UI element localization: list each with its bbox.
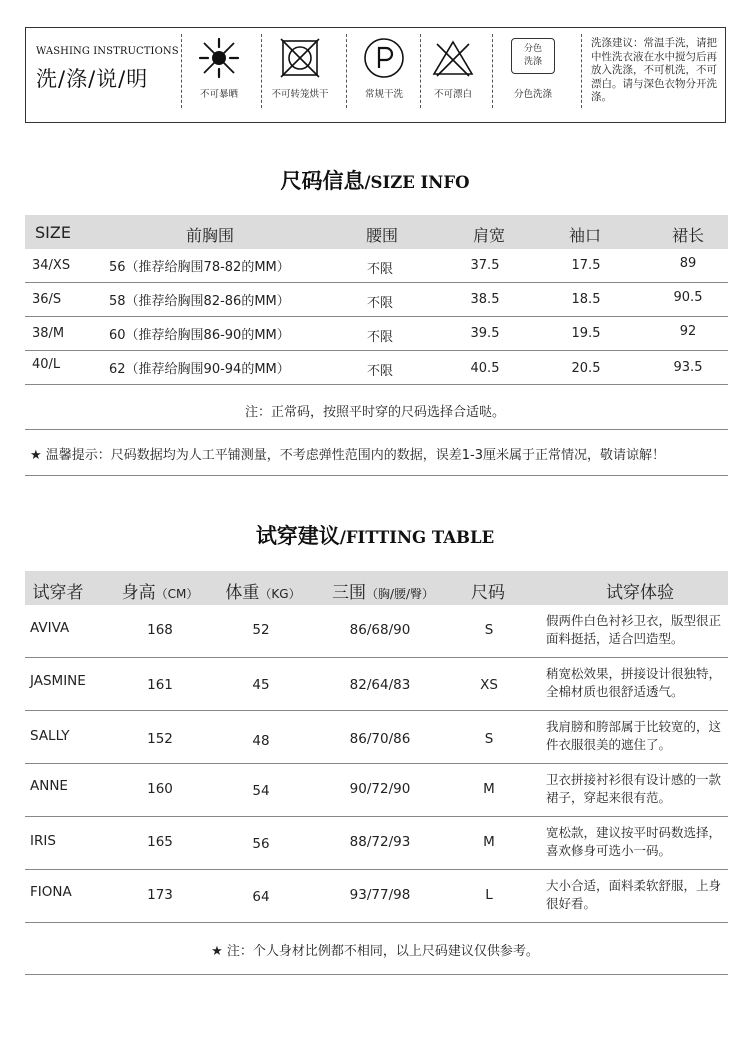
tester-name: JASMINE bbox=[30, 673, 86, 689]
shoulder-cell: 37.5 bbox=[470, 258, 500, 273]
fitting-note: ★ 注：个人身材比例都不相同，以上尺码建议仅供参考。 bbox=[211, 944, 539, 959]
header-cell bbox=[464, 578, 512, 603]
waist-cell: 不限 bbox=[366, 262, 393, 277]
sun-cross-icon bbox=[197, 36, 241, 80]
fit-size-cell: S bbox=[484, 731, 494, 747]
header-main: 试穿体验 bbox=[606, 583, 674, 603]
header-cell: 裙长 bbox=[671, 226, 704, 245]
measure-cell: 86/70/86 bbox=[349, 731, 411, 747]
separate-wash-icon-text-2: 洗涤 bbox=[523, 57, 542, 67]
divider bbox=[25, 974, 728, 975]
fit-note-cell: 宽松款，建议按平时码数选择，喜欢修身可选小一码。 bbox=[546, 825, 722, 858]
fit-size-cell: XS bbox=[480, 677, 498, 693]
wash-label: 不可暴晒 bbox=[199, 89, 238, 100]
size-tip: ★ 温馨提示：尺码数据均为人工平铺测量，不考虑弹性范围内的数据，误差1-3厘米属于正常情况，敬请谅解！ bbox=[30, 448, 666, 463]
measure-cell: 82/64/83 bbox=[349, 677, 411, 693]
height-cell: 168 bbox=[147, 622, 173, 638]
tester-name: FIONA bbox=[30, 884, 72, 900]
height-cell: 173 bbox=[147, 887, 173, 903]
divider bbox=[181, 34, 182, 108]
table-row bbox=[25, 249, 728, 283]
fit-size-cell: S bbox=[484, 622, 494, 638]
divider bbox=[25, 475, 728, 476]
size-cell: 40/L bbox=[32, 357, 61, 372]
dry-clean-p-icon bbox=[362, 36, 406, 80]
table-row bbox=[25, 317, 728, 351]
header-cell: 腰围 bbox=[365, 226, 398, 245]
header-main: 尺码 bbox=[471, 583, 505, 603]
height-cell: 161 bbox=[147, 677, 173, 693]
header-unit: （KG） bbox=[259, 587, 301, 601]
tester-name: IRIS bbox=[30, 833, 56, 849]
size-cell: 36/S bbox=[32, 292, 62, 307]
header-main: 体重 bbox=[225, 583, 260, 603]
table-row bbox=[25, 283, 728, 317]
wash-label: 不可漂白 bbox=[433, 89, 472, 100]
cuff-cell: 17.5 bbox=[571, 258, 601, 273]
weight-cell: 56 bbox=[252, 836, 270, 852]
length-cell: 93.5 bbox=[673, 360, 703, 375]
divider bbox=[346, 34, 347, 108]
waist-cell: 不限 bbox=[366, 364, 393, 379]
header-cell: SIZE bbox=[35, 223, 71, 242]
cuff-cell: 19.5 bbox=[571, 326, 601, 341]
table-row bbox=[25, 817, 728, 870]
tester-name: AVIVA bbox=[30, 620, 70, 636]
size-info-title-en: /SIZE INFO bbox=[364, 173, 470, 192]
weight-cell: 48 bbox=[252, 733, 270, 749]
fitting-title bbox=[0, 520, 750, 550]
measure-cell: 90/72/90 bbox=[349, 781, 411, 797]
cuff-cell: 20.5 bbox=[571, 361, 601, 376]
length-cell: 90.5 bbox=[673, 290, 703, 305]
size-info-title-cn: 尺码信息 bbox=[280, 169, 365, 193]
shoulder-cell: 39.5 bbox=[470, 326, 500, 341]
cuff-cell: 18.5 bbox=[571, 292, 601, 307]
washing-title bbox=[36, 46, 186, 93]
fitting-title-en: /FITTING TABLE bbox=[339, 528, 495, 547]
header-cell bbox=[115, 578, 205, 603]
wash-label: 常规干洗 bbox=[364, 89, 403, 100]
bust-cell: 60（推荐给胸围86-90的MM） bbox=[109, 328, 290, 343]
separate-wash-icon-text-1: 分色 bbox=[523, 44, 542, 54]
washing-instructions-panel bbox=[25, 27, 726, 123]
measure-cell: 88/72/93 bbox=[349, 834, 411, 850]
wash-item-no-bleach bbox=[417, 36, 489, 100]
weight-cell: 45 bbox=[252, 677, 270, 693]
length-cell: 92 bbox=[679, 324, 697, 339]
length-cell: 89 bbox=[679, 256, 697, 271]
size-cell: 38/M bbox=[32, 326, 65, 341]
fit-note-cell: 大小合适，面料柔软舒服，上身很好看。 bbox=[546, 878, 722, 911]
divider bbox=[492, 34, 493, 108]
measure-cell: 93/77/98 bbox=[349, 887, 411, 903]
separate-wash-icon bbox=[511, 38, 555, 74]
table-row bbox=[25, 764, 728, 817]
fitting-table bbox=[25, 571, 728, 923]
divider bbox=[581, 34, 582, 108]
measure-cell: 86/68/90 bbox=[349, 622, 411, 638]
wash-item-no-tumble-dry bbox=[264, 36, 336, 100]
header-main: 三围 bbox=[331, 583, 366, 603]
table-row bbox=[25, 711, 728, 764]
size-table-header bbox=[25, 215, 728, 249]
no-bleach-icon bbox=[431, 36, 475, 80]
header-unit: （胸/腰/臀） bbox=[365, 587, 435, 601]
wash-item-no-sun bbox=[183, 36, 255, 100]
fitting-title-cn: 试穿建议 bbox=[255, 524, 340, 548]
fitting-table-header bbox=[25, 571, 728, 605]
header-cell: 肩宽 bbox=[472, 226, 505, 245]
fit-size-cell: L bbox=[485, 887, 493, 903]
no-tumble-dry-icon bbox=[278, 36, 322, 80]
header-cell bbox=[323, 578, 443, 603]
header-cell: 前胸围 bbox=[185, 226, 234, 245]
height-cell: 160 bbox=[147, 781, 173, 797]
bust-cell: 56（推荐给胸围78-82的MM） bbox=[109, 260, 290, 275]
fit-note-cell: 稍宽松效果，拼接设计很独特，全棉材质也很舒适透气。 bbox=[546, 666, 722, 699]
fit-note-cell: 卫衣拼接衬衫很有设计感的一款裙子，穿起来很有范。 bbox=[546, 772, 722, 805]
size-cell: 34/XS bbox=[32, 258, 71, 273]
shoulder-cell: 38.5 bbox=[470, 292, 500, 307]
weight-cell: 52 bbox=[252, 622, 270, 638]
table-row bbox=[25, 351, 728, 385]
fit-note-cell: 我肩膀和胯部属于比较宽的，这件衣服很美的遮住了。 bbox=[546, 719, 722, 752]
size-note: 注：正常码，按照平时穿的尺码选择合适哒。 bbox=[244, 405, 505, 420]
wash-label: 分色洗涤 bbox=[513, 89, 552, 100]
table-row bbox=[25, 870, 728, 923]
divider bbox=[25, 429, 728, 430]
header-cell bbox=[218, 578, 308, 603]
fit-size-cell: M bbox=[483, 781, 495, 797]
wash-item-separate bbox=[497, 36, 569, 100]
fit-size-cell: M bbox=[483, 834, 495, 850]
height-cell: 152 bbox=[147, 731, 173, 747]
tester-name: SALLY bbox=[30, 728, 70, 744]
fit-note-cell: 假两件白色衬衫卫衣，版型很正面料挺括，适合凹造型。 bbox=[546, 613, 722, 646]
table-row bbox=[25, 605, 728, 658]
header-cell: 袖口 bbox=[568, 226, 601, 245]
divider bbox=[261, 34, 262, 108]
table-row bbox=[25, 658, 728, 711]
size-info-title bbox=[0, 165, 750, 195]
washing-title-cn: 洗/涤/说/明 bbox=[36, 67, 149, 91]
header-main: 试穿者 bbox=[32, 583, 84, 603]
size-table bbox=[25, 215, 728, 385]
washing-title-en: WASHING INSTRUCTIONS bbox=[36, 46, 179, 57]
header-unit: （CM） bbox=[155, 587, 199, 601]
waist-cell: 不限 bbox=[366, 296, 393, 311]
weight-cell: 54 bbox=[252, 783, 270, 799]
weight-cell: 64 bbox=[252, 889, 270, 905]
washing-note: 洗涤建议：常温手洗，请把中性洗衣液在水中搅匀后再放入洗涤，不可机洗，不可漂白。请与深色衣物分开洗涤。 bbox=[591, 37, 717, 103]
shoulder-cell: 40.5 bbox=[470, 361, 500, 376]
tester-name: ANNE bbox=[30, 778, 68, 794]
height-cell: 165 bbox=[147, 834, 173, 850]
bust-cell: 58（推荐给胸围82-86的MM） bbox=[109, 294, 290, 309]
wash-item-dry-clean bbox=[348, 36, 420, 100]
header-cell bbox=[25, 578, 91, 603]
header-cell bbox=[588, 578, 692, 603]
waist-cell: 不限 bbox=[366, 330, 393, 345]
header-main: 身高 bbox=[121, 583, 156, 603]
wash-label: 不可转笼烘干 bbox=[271, 89, 329, 100]
bust-cell: 62（推荐给胸围90-94的MM） bbox=[109, 362, 290, 377]
